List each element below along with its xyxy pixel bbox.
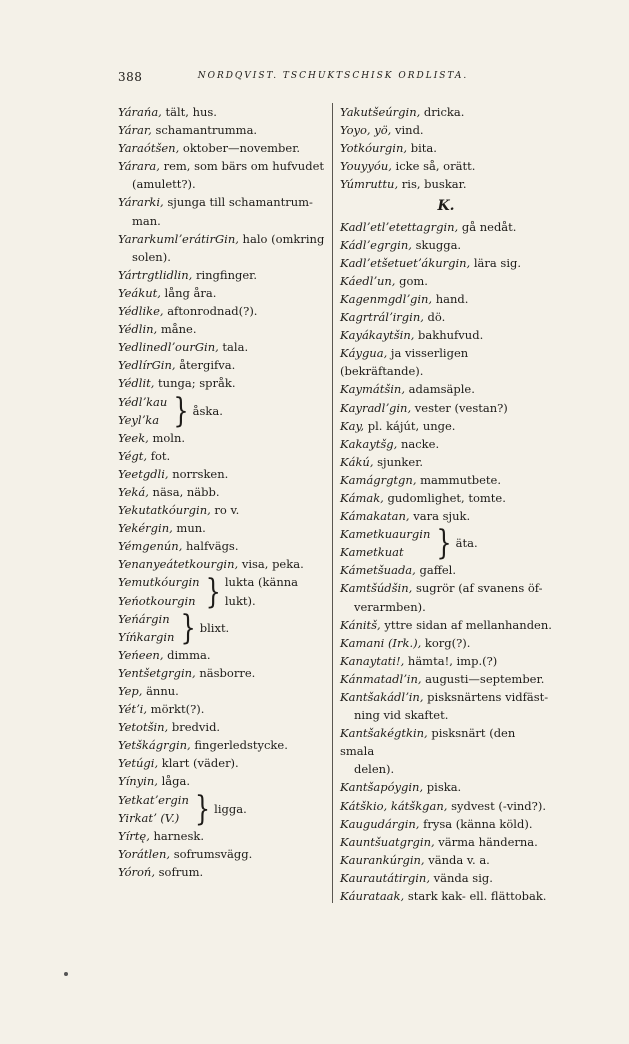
gloss: blixt. [199,620,230,635]
gloss-continuation: delen). [354,762,395,777]
gloss: adamsäple. [404,382,475,397]
dictionary-entry [118,519,328,537]
headword: Yémgenún, [118,539,183,554]
dictionary-entry [118,356,328,374]
gloss-continuation: ning vid skaftet. [354,708,449,723]
gloss: sofrum. [155,864,204,879]
dictionary-entry [340,634,552,652]
headword: Yeákut, [118,285,161,300]
headword: Kaurautátirgin, [340,870,430,885]
headword: Kamtšúdšin, [340,581,413,596]
gloss-continuation: verarmben). [354,599,426,614]
dictionary-entry [340,103,552,121]
headword: Yúmruttu, [340,177,399,192]
grouped-headwords [340,525,430,561]
dictionary-entry [340,453,552,471]
dictionary-entry [340,157,552,175]
gloss: ro v. [210,503,240,518]
gloss: nacke. [397,436,440,451]
headword: Kayradlʼgin, [340,400,412,415]
gloss: mun. [172,521,206,536]
dictionary-entry [118,736,328,754]
gloss: gom. [395,273,428,288]
headword: Yeńárgin [118,611,170,626]
right-column [340,103,552,905]
headword: Yárar, [118,123,152,138]
headword: Kay, [340,418,365,433]
headword: Yeylʼka [118,412,160,427]
headword: Kadlʼetšetuetʼákurgin, [340,255,471,270]
dictionary-entry [118,193,328,211]
gloss: sjunker. [373,454,424,469]
headword: YararkumlʼerátirGin, [118,231,239,246]
gloss: icke så, orätt. [391,159,476,174]
dictionary-entry [340,579,552,597]
dictionary-entry [118,284,328,302]
headword: YedlírGin, [118,358,176,373]
dictionary-entry [340,887,552,905]
gloss: åska. [192,403,223,418]
headword: Kauntšuatgrgin, [340,834,435,849]
dictionary-entry [340,471,552,489]
gloss: låga. [157,774,190,789]
dictionary-entry [340,175,552,193]
grouped-headwords [118,573,200,609]
headword: Yetotšin, [118,720,169,735]
left-column [118,103,328,881]
dictionary-entry [118,374,328,392]
headword: Yeká, [118,484,149,499]
dictionary-entry [340,616,552,634]
dictionary-entry [340,218,552,236]
dictionary-entry [118,447,328,465]
gloss: vara sjuk. [409,509,471,524]
grouped-entry [340,525,552,561]
headword: Yédlʼkau [118,394,168,409]
gloss: vind. [391,123,424,138]
gloss: dimma. [163,647,211,662]
gloss: dricka. [420,105,465,119]
headword: Kaugudárgin, [340,816,420,831]
headword: Yédlike, [118,304,164,319]
gloss: ja visserligen (bekräftande). [340,346,469,379]
gloss: klart (väder). [158,756,239,771]
headword: Kametkuaurgin [340,527,431,542]
gloss: lukta (känna lukt). [224,575,299,608]
gloss: schamantrumma. [151,123,258,138]
headword: Kakaytšg, [340,436,398,451]
headword: Yárańa, [118,105,162,119]
headword: Yeńeen, [118,647,164,662]
headword: Kádlʼegrgin, [340,237,412,252]
dictionary-entry [118,465,328,483]
gloss: dö. [423,310,446,325]
dictionary-entry [340,272,552,290]
gloss: mammutbete. [416,472,501,487]
dictionary-entry [340,561,552,579]
gloss: gå nedåt. [458,219,517,234]
headword: Yeek, [118,430,149,445]
dictionary-entry [118,501,328,519]
headword: Yédlit, [118,376,155,391]
headword: Yeetgdli, [118,466,169,481]
gloss: frysa (känna köld). [419,816,533,831]
dictionary-entry [340,778,552,796]
gloss: ännu. [142,684,179,698]
gloss: halo (omkring [238,231,325,246]
headword: Kánitš, [340,617,381,632]
dictionary-entry [340,435,552,453]
grouped-entry [118,571,328,612]
headword: Yotkóurgin, [340,141,408,156]
gloss: värma händerna. [434,834,538,849]
headword: Kamani (Irk.), [340,635,422,650]
headword: Kámak, [340,490,384,505]
gloss-continuation: solen). [132,249,171,264]
page-dot [64,972,68,976]
dictionary-entry [340,399,552,417]
dictionary-entry [118,754,328,772]
gloss: vända sig. [430,870,493,885]
headword: Kametkuat [340,545,404,560]
gloss: stark kak- ell. flättobak. [404,889,547,904]
gloss: sugrör (af svanens öf- [412,581,543,596]
dictionary-entry [118,646,328,664]
gloss: visa, peka. [238,557,304,572]
headword: Káurataak, [340,889,405,904]
headword: Yirkatʼ (V.) [118,810,180,825]
gloss: näsa, näbb. [148,484,220,499]
dictionary-entry [118,139,328,157]
brace: } [180,608,196,648]
headword: Kadlʼetlʼetettagrgin, [340,219,459,234]
headword: Youyyóu, [340,159,392,174]
gloss: sofrumsvägg. [170,846,253,861]
grouped-headwords [118,791,189,827]
gloss-continuation: (amulett?). [132,177,196,192]
gloss: bakhufvud. [414,328,484,343]
dictionary-entry [118,682,328,700]
headword: Kayákaytšin, [340,328,415,343]
gloss: aftonrodnad(?). [163,304,258,319]
dictionary-entry [118,103,328,121]
grouped-entry [118,610,328,646]
headword: Kantšapóygin, [340,780,424,795]
grouped-headwords [118,610,174,646]
headword: Kamágrgtgn, [340,472,417,487]
headword: Kaymátšin, [340,382,405,397]
headword: Kaurankúrgin, [340,852,425,867]
gloss: pisksnärt (den smala [340,726,516,759]
gloss: vända v. a. [424,852,490,867]
headword: Kánmatadlʼin, [340,671,422,686]
gloss: gudomlighet, tomte. [383,490,506,505]
dictionary-entry [340,308,552,326]
headword: Yetúgi, [118,756,159,771]
gloss: mörkt(?). [147,702,205,717]
running-title: NORDQVIST. TSCHUKTSCHISK ORDLISTA. [197,71,469,81]
headword: Yetkatʼergin [118,792,189,807]
gloss: fingerledstycke. [190,738,288,753]
gloss: näsborre. [195,665,256,680]
gloss: hämta!, imp.(?) [404,653,498,668]
dictionary-entry [340,380,552,398]
headword: Kámakatan, [340,509,410,524]
dictionary-entry [118,664,328,682]
headword: Kákú, [340,454,374,469]
dictionary-entry [340,489,552,507]
dictionary-entry [118,827,328,845]
gloss: korg(?). [421,635,471,650]
gloss: pisksnärtens vidfäst- [423,690,549,704]
dictionary-entry [340,688,552,706]
gloss: piska. [423,780,462,795]
dictionary-entry [340,417,552,435]
dictionary-entry [340,797,552,815]
gloss: ris, buskar. [398,177,467,192]
gloss: ringfinger. [192,267,258,282]
gloss: äta. [455,536,478,551]
page-header [118,70,548,86]
dictionary-entry [118,555,328,573]
gloss: hand. [432,291,469,306]
dictionary-entry [118,320,328,338]
gloss: vester (vestan?) [411,400,508,415]
gloss: oktober—november. [179,141,301,156]
dictionary-entry [118,483,328,501]
headword: Yínyin, [118,774,158,789]
headword: Yóroń, [118,864,155,879]
headword: Yárara, [118,159,160,174]
headword: Yep, [118,684,143,698]
dictionary-entry [340,121,552,139]
dictionary-entry [118,537,328,555]
dictionary-entry [118,157,328,175]
gloss: lång åra. [160,285,217,300]
headword: Yorátlen, [118,846,171,861]
gloss: skugga. [411,237,462,252]
dictionary-entry [118,266,328,284]
dictionary-entry [340,344,552,380]
page-number: 388 [118,70,143,84]
headword: Kámetšuada, [340,563,416,578]
gloss: sjunga till schamantrum- [163,195,313,210]
gloss: yttre sidan af mellanhanden. [380,617,552,632]
dictionary-entry [340,670,552,688]
gloss: bredvid. [168,720,221,735]
dictionary-entry [340,290,552,308]
brace: } [436,523,452,563]
headword: Yakutšeúrgin, [340,105,421,119]
headword: Yárarki, [118,195,164,210]
headword: Yétʼi, [118,702,148,717]
gloss: lära sig. [470,255,522,270]
headword: Yíńkargin [118,629,175,644]
headword: Yemutkóurgin [118,575,200,590]
dictionary-entry [340,236,552,254]
column-divider [332,103,333,903]
gloss: tunga; språk. [154,376,236,391]
gloss: gaffel. [415,563,457,578]
headword: Yártrgtlidlin, [118,267,193,282]
dictionary-entry [118,121,328,139]
dictionary-entry [118,772,328,790]
dictionary-entry [118,429,328,447]
gloss-continuation: man. [132,213,161,228]
brace: } [205,571,221,612]
gloss: ligga. [214,801,247,816]
brace: } [194,789,211,829]
headword: YedlinedlʼourGin, [118,340,219,355]
gloss: fot. [147,448,171,463]
headword: Yoyo, yö, [340,123,392,138]
headword: Kagenmgdlʼgin, [340,291,433,306]
dictionary-entry [118,718,328,736]
headword: Kagrtrálʼirgin, [340,310,424,325]
headword: Kantšakégtkin, [340,726,428,741]
gloss: norrsken. [168,466,229,481]
dictionary-entry [340,254,552,272]
headword: Kátškio, kátškgan, [340,798,448,813]
headword: Kantšakádlʼin, [340,690,424,704]
dictionary-entry [118,700,328,718]
grouped-entry [118,791,328,827]
dictionary-entry [340,869,552,887]
headword: Yetškágrgin, [118,738,191,753]
dictionary-entry [340,139,552,157]
gloss: tält, hus. [161,105,217,119]
headword: Yekutatkóurgin, [118,503,211,518]
dictionary-entry [118,863,328,881]
gloss: tala. [218,340,249,355]
dictionary-entry [118,845,328,863]
dictionary-entry [340,326,552,344]
headword: Yédlin, [118,322,158,337]
headword: Yírtę, [118,828,150,843]
headword: Kanaytati!, [340,653,405,668]
headword: Yeńotkourgin [118,593,196,608]
dictionary-entry [340,851,552,869]
gloss: sydvest (-vind?). [447,798,546,813]
headword: Káedlʼun, [340,273,396,288]
gloss: rem, som bärs om hufvudet [159,159,324,174]
headword: Káygua, [340,346,388,361]
brace: } [173,390,189,431]
gloss: augusti—september. [421,671,545,686]
gloss: pl. kájút, unge. [364,418,456,433]
headword: Yekérgin, [118,521,173,536]
grouped-headwords [118,393,167,429]
dictionary-entry [118,302,328,320]
headword: Yenanyeátetkourgin, [118,557,239,572]
headword: Yégt, [118,448,148,463]
gloss: moln. [148,430,186,445]
gloss: halfvägs. [182,539,239,554]
headword: Yaraótšen, [118,141,180,156]
section-letter: K. [437,198,455,215]
dictionary-entry [340,652,552,670]
gloss: bita. [407,141,437,156]
dictionary-entry [118,338,328,356]
grouped-entry [118,390,328,431]
gloss: återgifva. [175,358,236,373]
dictionary-entry [340,815,552,833]
dictionary-entry [340,833,552,851]
headword: Yentšetgrgin, [118,665,196,680]
gloss: harnesk. [149,828,205,843]
dictionary-entry [118,230,328,248]
gloss: måne. [157,322,197,337]
dictionary-entry [340,724,552,760]
